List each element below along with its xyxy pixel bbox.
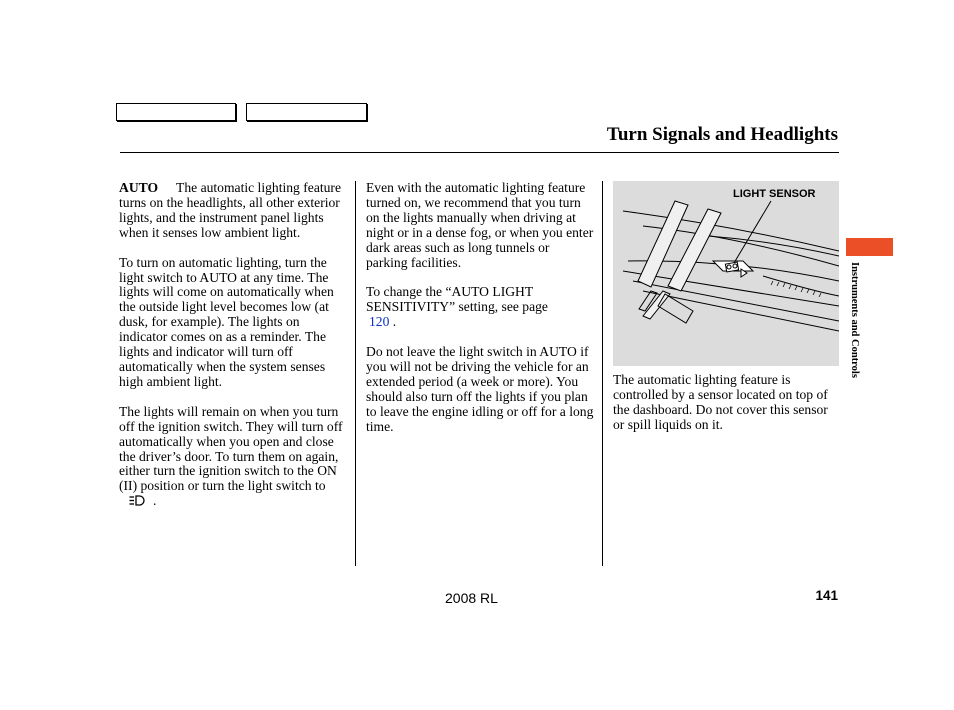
sensor-paragraph: The automatic lighting feature is controlled by a sensor located on top of the dashboard. Do not cover this sensor or spill liquids on it. [613, 372, 828, 432]
footer-model: 2008 RL [445, 590, 498, 606]
recommend-paragraph: Even with the automatic lighting feature turned on, we recommend that you turn on the lights manually when driving at night or in a dense fog, or when you enter dark areas such as long tunnels or parking facilities. [366, 180, 594, 270]
page-120-link[interactable]: 120 [369, 314, 390, 330]
turn-on-paragraph: To turn on automatic lighting, turn the light switch to AUTO at any time. The lights will come on automatically when the outside light level becomes low (at dusk, for example). The lights on indicator comes on as a reminder. The lights and indicator will turn off automatically when the system senses high ambient light. [119, 254, 334, 389]
sensitivity-text: To change the “AUTO LIGHT SENSITIVITY” setting, see page [366, 284, 548, 315]
page-number: 141 [815, 588, 838, 603]
column-2 [366, 181, 594, 450]
dashboard-sensor-drawing [613, 181, 839, 366]
auto-paragraph [119, 181, 349, 241]
sensitivity-end: . [392, 314, 397, 330]
auto-keyword: AUTO [119, 180, 159, 195]
light-sensor-illustration [613, 181, 839, 366]
column-3 [613, 373, 841, 448]
remain-on-paragraph [119, 405, 349, 510]
page-title: Turn Signals and Headlights [606, 124, 838, 145]
remain-on-end: . [153, 493, 157, 509]
section-tab-label: Instruments and Controls [849, 262, 860, 378]
section-tab[interactable] [846, 238, 893, 256]
sensor-callout-line [734, 201, 771, 263]
do-not-leave-paragraph: Do not leave the light switch in AUTO if you will not be driving the vehicle for an extended period (a week or more). You should also turn off the lights if you plan to leave the engine idling or off for a long time. [366, 344, 594, 434]
sensitivity-paragraph [366, 285, 594, 330]
column-1 [119, 181, 349, 525]
auto-paragraph-text: The automatic lighting feature turns on the headlights, all other exterior lights, and the instrument panel lights when it senses low ambient light. [119, 180, 341, 240]
light-sensor-label: LIGHT SENSOR [733, 188, 816, 200]
nav-button-1[interactable] [116, 103, 236, 121]
remain-on-text: The lights will remain on when you turn off the ignition switch. They will turn off automatically when you open and close the driver’s door. To turn them on again, either turn the ignition switch to the ON (II) position or turn the light switch to [119, 403, 343, 494]
headlight-icon [129, 495, 147, 510]
nav-button-2[interactable] [246, 103, 367, 121]
column-divider-1 [355, 181, 356, 566]
column-divider-2 [602, 181, 603, 566]
title-divider [120, 152, 839, 153]
